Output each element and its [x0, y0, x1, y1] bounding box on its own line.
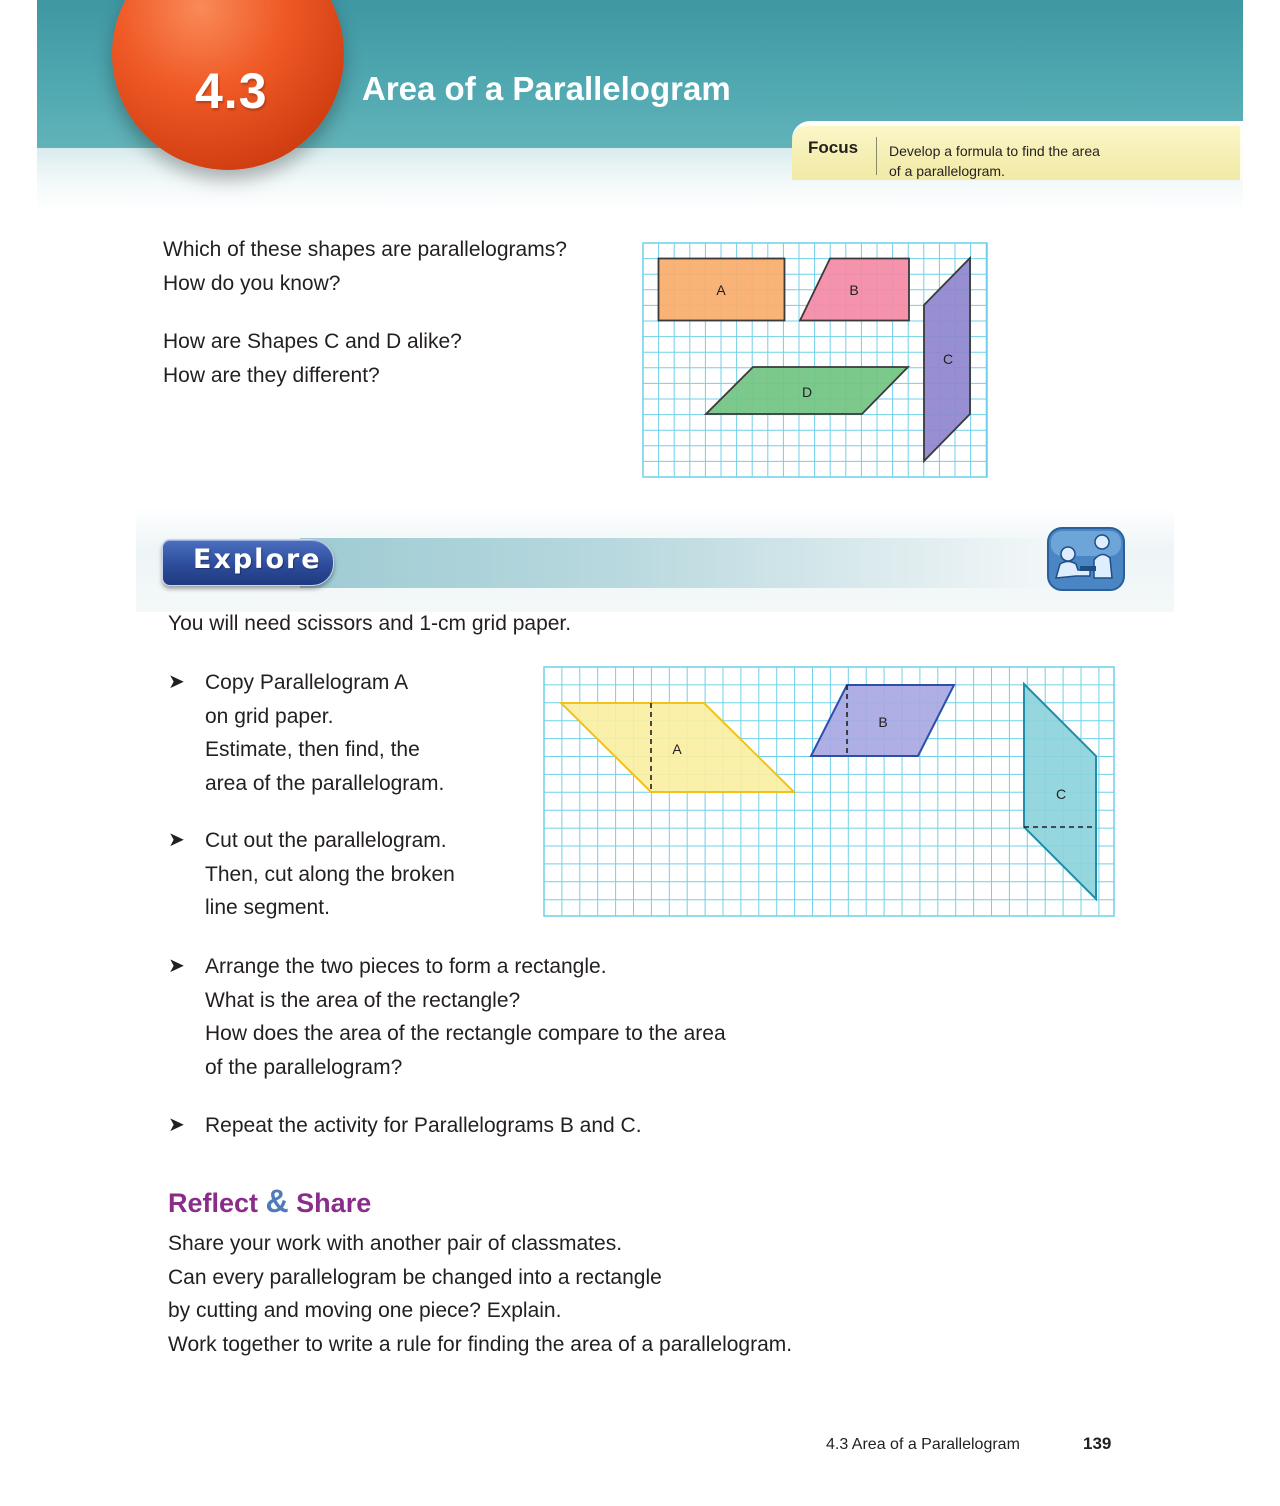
- question-line: Which of these shapes are parallelograms?: [163, 238, 567, 261]
- reflect-word: Reflect: [168, 1188, 259, 1218]
- share-word: Share: [296, 1188, 372, 1218]
- step-line: area of the parallelogram.: [205, 771, 445, 795]
- step-line: on grid paper.: [205, 704, 334, 728]
- reflect-line: Share your work with another pair of classmates.: [168, 1232, 623, 1255]
- focus-text: [889, 141, 1137, 181]
- parallelogram-b-label: B: [878, 714, 888, 730]
- reflect-share-heading: [168, 1183, 371, 1220]
- step-line: Cut out the parallelogram.: [205, 829, 447, 852]
- parallelogram-a-label: A: [672, 741, 682, 757]
- shape-c-label: C: [942, 351, 954, 367]
- step-line: Copy Parallelogram A: [205, 671, 409, 694]
- intro-question-1: [163, 233, 567, 300]
- parallelogram-c-label: C: [1055, 786, 1067, 802]
- shape-b-label: B: [849, 282, 859, 298]
- step-line: Repeat the activity for Parallelograms B and C.: [205, 1114, 642, 1137]
- focus-divider: [876, 137, 877, 175]
- step-line: Arrange the two pieces to form a rectangle.: [205, 955, 607, 978]
- step-line: of the parallelogram?: [205, 1055, 403, 1079]
- pair-work-icon: [1046, 526, 1126, 592]
- focus-text-line: Develop a formula to find the area: [889, 143, 1100, 159]
- step-line: Estimate, then find, the: [205, 738, 420, 761]
- step-line: What is the area of the rectangle?: [205, 988, 521, 1012]
- reflect-line: by cutting and moving one piece? Explain.: [168, 1299, 562, 1322]
- question-line: How do you know?: [163, 271, 341, 295]
- page-number: 139: [1083, 1434, 1112, 1453]
- step-line: line segment.: [205, 896, 330, 919]
- step-line: How does the area of the rectangle compare to the area: [205, 1022, 726, 1045]
- page-title: Area of a Parallelogram: [362, 70, 731, 107]
- arrow-bullet-icon: ➤: [168, 955, 185, 977]
- arrow-bullet-icon: ➤: [168, 829, 185, 851]
- question-line: How are they different?: [163, 363, 380, 387]
- shapes-grid-figure: [642, 242, 988, 478]
- ampersand: &: [265, 1183, 289, 1219]
- shape-a-label: A: [716, 282, 726, 298]
- explore-grid-figure: [543, 666, 1115, 917]
- explore-heading: Explore: [193, 544, 322, 575]
- section-number: 4.3: [195, 63, 268, 119]
- shape-d-label: D: [801, 384, 813, 400]
- materials-text: You will need scissors and 1-cm grid paper.: [168, 612, 572, 635]
- step-line: Then, cut along the broken: [205, 862, 455, 886]
- focus-text-line: of a parallelogram.: [889, 163, 1005, 179]
- reflect-line: Work together to write a rule for finding the area of a parallelogram.: [168, 1332, 793, 1356]
- intro-question-2: [163, 325, 462, 392]
- reflect-body: [168, 1227, 792, 1361]
- question-line: How are Shapes C and D alike?: [163, 330, 462, 353]
- footer-title: 4.3 Area of a Parallelogram: [826, 1436, 1020, 1453]
- arrow-bullet-icon: ➤: [168, 1114, 185, 1136]
- focus-label: Focus: [808, 138, 859, 157]
- reflect-line: Can every parallelogram be changed into a rectangle: [168, 1265, 662, 1289]
- explore-stripe: [300, 538, 1075, 588]
- arrow-bullet-icon: ➤: [168, 671, 185, 693]
